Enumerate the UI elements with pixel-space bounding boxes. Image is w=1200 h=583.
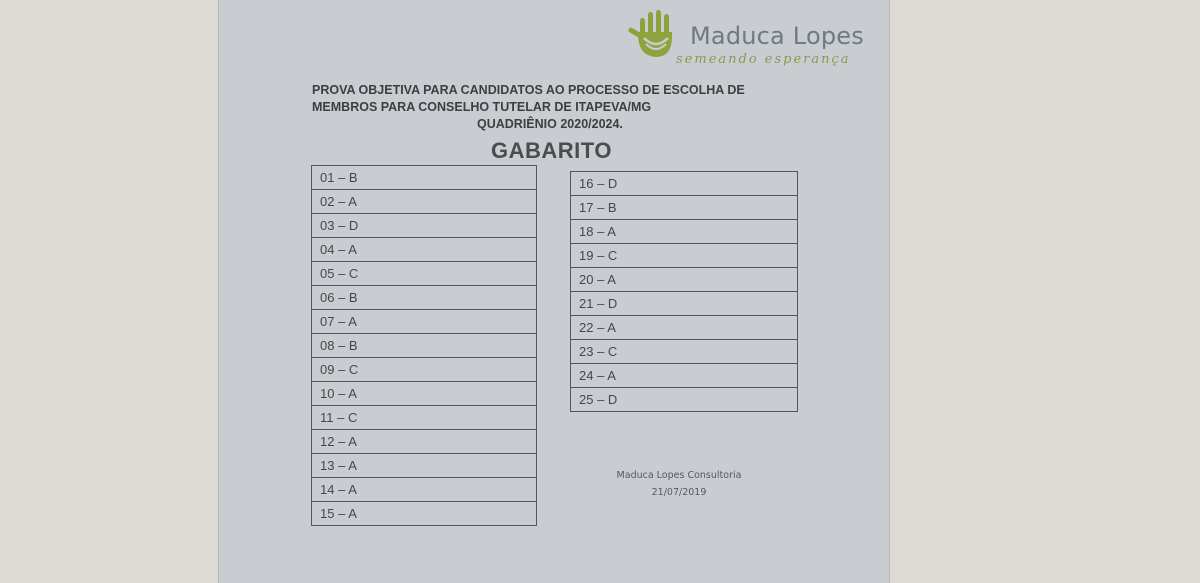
answer-cell: 07 – A xyxy=(312,310,537,334)
table-row xyxy=(312,214,537,238)
table-row xyxy=(312,430,537,454)
table-row xyxy=(312,190,537,214)
exam-heading xyxy=(312,82,832,133)
answer-cell: 15 – A xyxy=(312,502,537,526)
heading-line-1: PROVA OBJETIVA PARA CANDIDATOS AO PROCESSO DE ESCOLHA DE xyxy=(312,83,745,97)
answer-table-right xyxy=(570,171,798,412)
table-row xyxy=(312,238,537,262)
answer-cell: 06 – B xyxy=(312,286,537,310)
answer-cell: 20 – A xyxy=(571,268,798,292)
heading-line-2: MEMBROS PARA CONSELHO TUTELAR DE ITAPEVA/MG xyxy=(312,100,652,114)
table-row xyxy=(571,220,798,244)
table-row xyxy=(312,478,537,502)
answer-cell: 02 – A xyxy=(312,190,537,214)
answer-cell: 14 – A xyxy=(312,478,537,502)
answer-cell: 18 – A xyxy=(571,220,798,244)
table-row xyxy=(571,244,798,268)
footer-date: 21/07/2019 xyxy=(651,487,707,498)
answer-cell: 11 – C xyxy=(312,406,537,430)
answer-cell: 13 – A xyxy=(312,454,537,478)
document-page xyxy=(218,0,890,583)
table-row xyxy=(312,334,537,358)
answer-cell: 23 – C xyxy=(571,340,798,364)
table-row xyxy=(312,310,537,334)
answer-cell: 19 – C xyxy=(571,244,798,268)
table-row xyxy=(312,454,537,478)
answer-cell: 17 – B xyxy=(571,196,798,220)
table-row xyxy=(312,166,537,190)
logo-name: Maduca Lopes xyxy=(690,22,864,50)
answer-cell: 04 – A xyxy=(312,238,537,262)
table-row xyxy=(571,364,798,388)
table-row xyxy=(571,292,798,316)
answer-cell: 03 – D xyxy=(312,214,537,238)
answer-cell: 21 – D xyxy=(571,292,798,316)
table-row xyxy=(571,316,798,340)
table-row xyxy=(571,388,798,412)
answer-cell: 24 – A xyxy=(571,364,798,388)
answer-cell: 09 – C xyxy=(312,358,537,382)
table-row xyxy=(312,286,537,310)
answer-cell: 01 – B xyxy=(312,166,537,190)
footer-company: Maduca Lopes Consultoria xyxy=(616,470,742,481)
table-row xyxy=(312,262,537,286)
answer-cell: 12 – A xyxy=(312,430,537,454)
answer-cell: 25 – D xyxy=(571,388,798,412)
table-row xyxy=(312,502,537,526)
table-row xyxy=(312,406,537,430)
answer-cell: 22 – A xyxy=(571,316,798,340)
table-row xyxy=(312,382,537,406)
answer-cell: 05 – C xyxy=(312,262,537,286)
answer-cell: 10 – A xyxy=(312,382,537,406)
table-row xyxy=(571,268,798,292)
table-row xyxy=(571,196,798,220)
table-row xyxy=(312,358,537,382)
table-row xyxy=(571,340,798,364)
heading-line-3: QUADRIÊNIO 2020/2024. xyxy=(477,117,623,131)
answer-table-left xyxy=(311,165,537,526)
answer-cell: 08 – B xyxy=(312,334,537,358)
footer-signature xyxy=(599,467,759,501)
company-logo xyxy=(626,8,876,72)
page-title: GABARITO xyxy=(491,138,612,163)
logo-tagline: semeando esperança xyxy=(676,52,851,67)
table-row xyxy=(571,172,798,196)
answer-cell: 16 – D xyxy=(571,172,798,196)
hand-icon xyxy=(626,10,682,60)
